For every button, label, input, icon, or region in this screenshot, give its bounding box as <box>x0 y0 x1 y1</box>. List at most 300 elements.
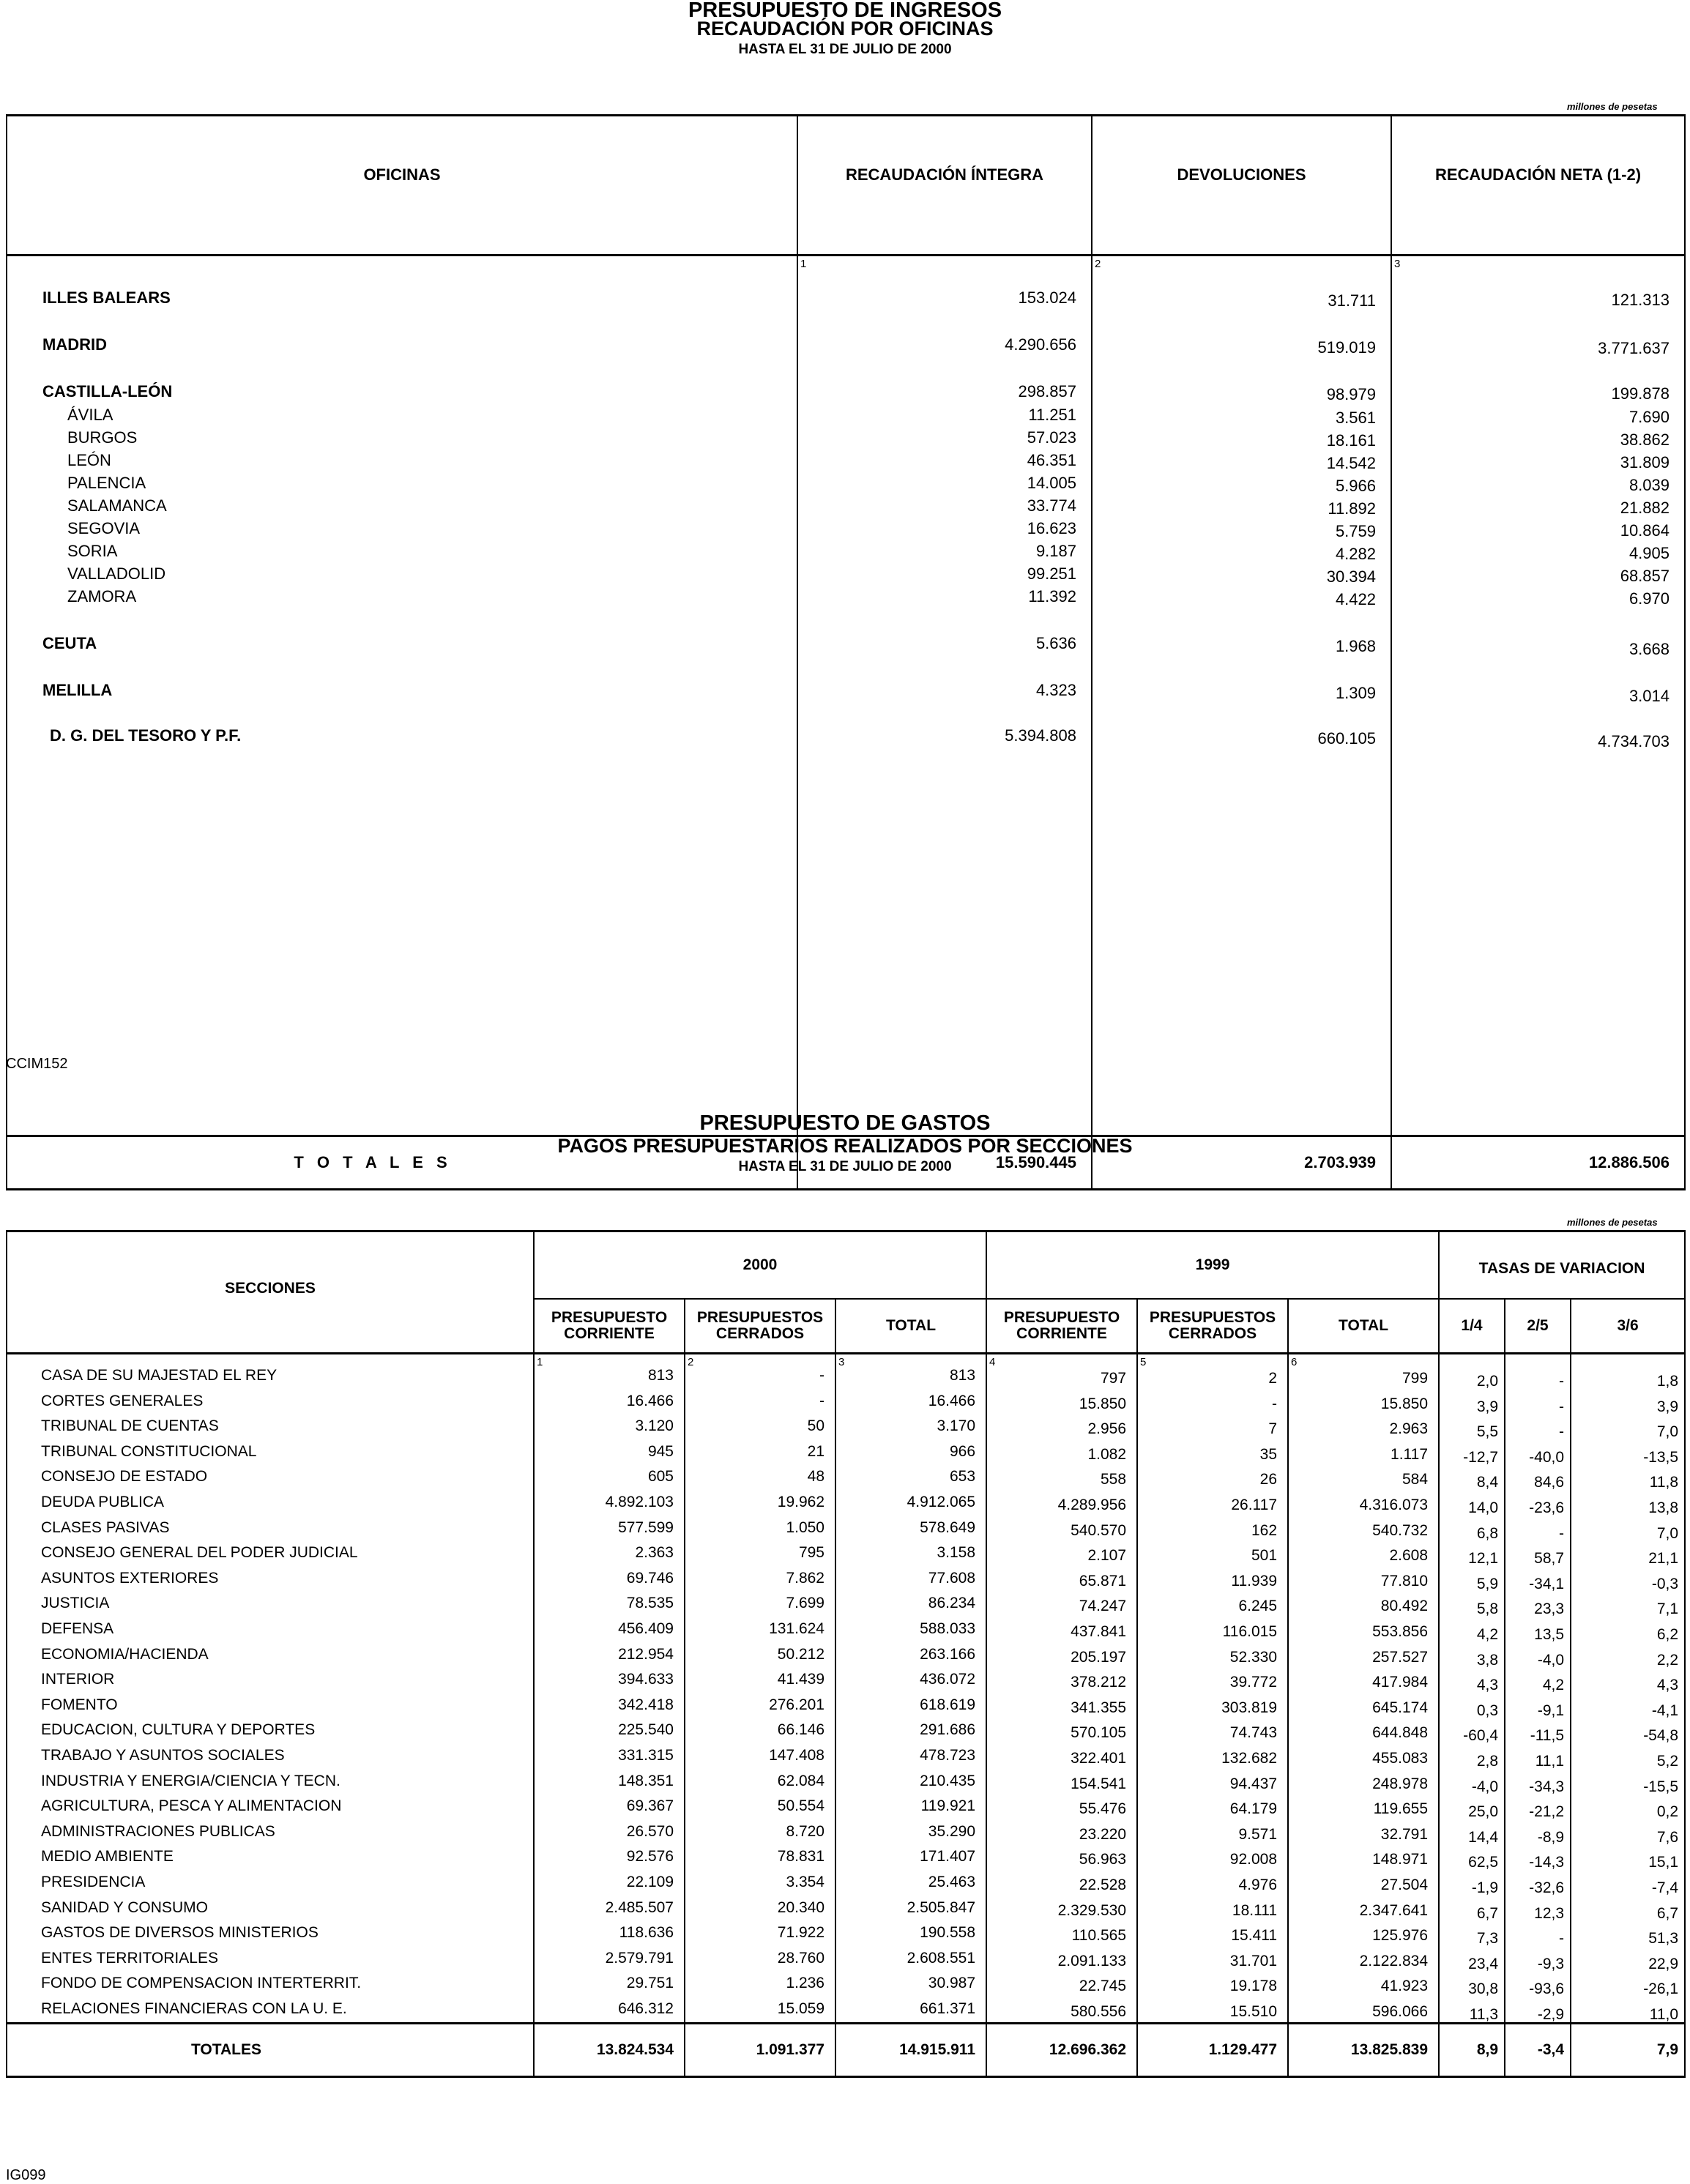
seccion-name: ADMINISTRACIONES PUBLICAS <box>41 1822 275 1840</box>
var-3-6-value: 11,0 <box>1649 2006 1679 2023</box>
pc-1999-value: 1.082 <box>1087 1445 1127 1463</box>
seccion-name: INTERIOR <box>41 1671 115 1688</box>
header-tasas: TASAS DE VARIACION <box>1439 1231 1685 1300</box>
column-pc-1999 <box>986 1354 1137 2024</box>
oficina-name: LEÓN <box>67 451 111 469</box>
total-2000-value: 2.608.551 <box>907 1949 976 1967</box>
total-pc-1999: 12.696.362 <box>986 2024 1137 2077</box>
var-2-5-value: -2,9 <box>1537 2006 1565 2023</box>
var-1-4-value: 8,4 <box>1476 1474 1499 1491</box>
pce-1999-value: 9.571 <box>1238 1825 1278 1843</box>
total-1999-value: 125.976 <box>1372 1927 1429 1945</box>
pce-2000-value: - <box>819 1367 824 1384</box>
column-var-3-6 <box>1571 1354 1685 2024</box>
oficina-name: SORIA <box>67 542 118 560</box>
oficina-neta-value: 199.878 <box>1611 384 1669 403</box>
header-year-2000: 2000 <box>534 1231 986 1300</box>
oficina-devol-value: 5.759 <box>1335 522 1376 540</box>
oficina-devol-value: 519.019 <box>1317 338 1376 357</box>
oficinas-column <box>7 256 797 1136</box>
header-recaudacion-integra: RECAUDACIÓN ÍNTEGRA <box>797 116 1092 256</box>
pce-1999-value: 116.015 <box>1222 1623 1278 1640</box>
total-1999-value: 77.810 <box>1380 1572 1429 1589</box>
total-1999-value: 27.504 <box>1380 1876 1429 1893</box>
var-3-6-value: 22,9 <box>1648 1955 1679 1972</box>
pc-2000-value: 577.599 <box>618 1518 674 1536</box>
var-2-5-value: -23,6 <box>1529 1499 1565 1516</box>
header-year-1999: 1999 <box>986 1231 1439 1300</box>
pc-1999-value: 15.850 <box>1079 1395 1127 1412</box>
var-3-6-value: 1,8 <box>1656 1373 1679 1390</box>
gastos-table <box>6 1230 1686 2078</box>
oficina-name: ÁVILA <box>67 406 113 424</box>
total-2000-value: 210.435 <box>920 1772 976 1789</box>
var-3-6-value: -4,1 <box>1651 1702 1679 1719</box>
header-devoluciones: DEVOLUCIONES <box>1092 116 1391 256</box>
var-2-5-value: - <box>1559 1423 1565 1441</box>
gastos-code: IG099 <box>6 2167 46 2183</box>
seccion-name: ENTES TERRITORIALES <box>41 1949 218 1967</box>
pc-2000-value: 92.576 <box>626 1848 674 1866</box>
pce-1999-value: 2 <box>1268 1370 1278 1387</box>
oficina-devol-value: 11.892 <box>1328 499 1376 518</box>
total-1999-value: 15.850 <box>1380 1395 1429 1412</box>
pc-1999-value: 437.841 <box>1071 1623 1127 1640</box>
oficina-neta-value: 21.882 <box>1620 499 1669 517</box>
oficina-neta-value: 7.690 <box>1628 408 1669 426</box>
column-number: 6 <box>1291 1356 1298 1368</box>
oficina-integra-value: 11.392 <box>1028 587 1076 605</box>
total-1999-value: 645.174 <box>1372 1699 1429 1716</box>
pce-2000-value: 50.554 <box>777 1797 824 1815</box>
pc-2000-value: 26.570 <box>626 1822 674 1840</box>
oficina-devol-value: 18.161 <box>1326 431 1376 450</box>
gastos-body <box>7 1354 1685 2024</box>
pc-1999-value: 205.197 <box>1071 1648 1127 1666</box>
oficina-devol-value: 1.309 <box>1335 684 1376 702</box>
pce-2000-value: 71.922 <box>777 1924 824 1942</box>
var-2-5-value: -32,6 <box>1529 1879 1565 1896</box>
oficina-integra-value: 153.024 <box>1018 288 1076 307</box>
var-2-5-value: 13,5 <box>1534 1626 1565 1643</box>
oficina-devol-value: 4.422 <box>1335 590 1376 608</box>
var-3-6-value: -7,4 <box>1651 1879 1679 1896</box>
pc-1999-value: 378.212 <box>1071 1674 1127 1691</box>
oficina-integra-value: 46.351 <box>1027 451 1076 469</box>
gastos-totals-row <box>7 2024 1685 2077</box>
pc-1999-value: 65.871 <box>1079 1572 1127 1589</box>
total-1999-value: 584 <box>1401 1471 1429 1488</box>
pce-2000-value: 41.439 <box>777 1671 824 1688</box>
pc-1999-value: 2.956 <box>1087 1420 1127 1438</box>
oficina-devol-value: 14.542 <box>1326 454 1376 472</box>
total-pc-2000: 13.824.534 <box>534 2024 685 2077</box>
var-1-4-value: -12,7 <box>1463 1448 1499 1466</box>
total-var-1-4: 8,9 <box>1439 2024 1505 2077</box>
oficina-integra-value: 33.774 <box>1027 496 1076 515</box>
total-2000-value: 77.608 <box>928 1569 976 1587</box>
pce-2000-value: 15.059 <box>777 2000 824 2017</box>
pc-2000-value: 605 <box>647 1468 674 1486</box>
pce-1999-value: 7 <box>1268 1420 1278 1438</box>
var-3-6-value: 51,3 <box>1648 1930 1679 1948</box>
total-1999-value: 248.978 <box>1372 1775 1429 1792</box>
header-secciones: SECCIONES <box>7 1231 534 1354</box>
var-1-4-value: 4,3 <box>1476 1677 1499 1694</box>
pce-1999-value: 19.178 <box>1229 1978 1278 1995</box>
pce-2000-value: 3.354 <box>786 1874 824 1890</box>
total-neta: 12.886.506 <box>1391 1136 1685 1190</box>
pc-1999-value: 23.220 <box>1079 1825 1127 1843</box>
var-2-5-value: 4,2 <box>1542 1677 1565 1694</box>
oficina-integra-value: 4.323 <box>1035 681 1076 699</box>
neta-column <box>1391 256 1685 1136</box>
var-3-6-value: 7,0 <box>1656 1524 1679 1542</box>
total-2000-value: 30.987 <box>928 1975 976 1992</box>
pc-2000-value: 69.367 <box>626 1797 674 1815</box>
oficina-neta-value: 8.039 <box>1628 476 1669 494</box>
oficina-neta-value: 3.668 <box>1628 640 1669 658</box>
total-2000-value: 119.921 <box>920 1797 976 1815</box>
total-2000-value: 3.158 <box>937 1544 976 1562</box>
var-1-4-value: 23,4 <box>1468 1955 1499 1972</box>
pce-1999-value: 4.976 <box>1238 1876 1278 1893</box>
column-pce-2000 <box>685 1354 835 2024</box>
pce-2000-value: 50 <box>807 1417 824 1435</box>
var-3-6-value: 6,7 <box>1656 1904 1679 1922</box>
pc-2000-value: 118.636 <box>619 1924 674 1942</box>
column-total-1999 <box>1288 1354 1439 2024</box>
total-1999-value: 32.791 <box>1380 1825 1429 1843</box>
pce-2000-value: 28.760 <box>777 1949 824 1967</box>
pce-2000-value: 21 <box>807 1442 824 1460</box>
oficina-neta-value: 10.864 <box>1620 521 1669 540</box>
pc-1999-value: 2.107 <box>1087 1547 1127 1565</box>
pce-1999-value: 132.682 <box>1221 1750 1278 1767</box>
total-var-2-5: -3,4 <box>1505 2024 1571 2077</box>
var-1-4-value: 0,3 <box>1476 1702 1499 1719</box>
ingresos-date: HASTA EL 31 DE JULIO DE 2000 <box>738 42 952 57</box>
total-2000-value: 661.371 <box>920 2000 976 2017</box>
var-3-6-value: 7,0 <box>1656 1423 1679 1441</box>
total-1999-value: 2.347.641 <box>1359 1901 1429 1919</box>
pce-2000-value: 62.084 <box>777 1772 824 1789</box>
pce-1999-value: 162 <box>1251 1521 1278 1539</box>
oficina-neta-value: 121.313 <box>1611 291 1669 309</box>
var-2-5-value: 23,3 <box>1534 1600 1565 1618</box>
pc-2000-value: 342.418 <box>618 1696 674 1713</box>
var-2-5-value: - <box>1559 1930 1565 1948</box>
pc-1999-value: 341.355 <box>1071 1699 1127 1716</box>
var-1-4-value: 12,1 <box>1468 1550 1499 1568</box>
var-2-5-value: -9,3 <box>1537 1955 1565 1972</box>
var-1-4-value: 14,4 <box>1468 1828 1499 1846</box>
var-2-5-value: -34,3 <box>1529 1778 1565 1795</box>
oficina-neta-value: 31.809 <box>1620 453 1669 472</box>
pc-1999-value: 154.541 <box>1071 1775 1127 1792</box>
column-number: 2 <box>688 1356 694 1368</box>
column-number: 3 <box>838 1356 845 1368</box>
oficina-name: PALENCIA <box>67 474 146 492</box>
var-2-5-value: -93,6 <box>1529 1980 1565 1998</box>
pc-2000-value: 22.109 <box>626 1874 674 1890</box>
oficina-name: VALLADOLID <box>67 564 166 583</box>
pc-1999-value: 797 <box>1100 1370 1127 1387</box>
oficina-name: MADRID <box>42 335 107 354</box>
var-1-4-value: 6,8 <box>1476 1524 1499 1542</box>
pce-1999-value: 6.245 <box>1238 1598 1278 1615</box>
pc-1999-value: 4.289.956 <box>1057 1497 1127 1513</box>
pc-2000-value: 3.120 <box>635 1417 674 1435</box>
var-3-6-value: 15,1 <box>1648 1854 1679 1871</box>
var-1-4-value: 5,9 <box>1476 1575 1499 1592</box>
var-3-6-value: -26,1 <box>1643 1980 1679 1998</box>
pce-1999-value: 31.701 <box>1229 1952 1278 1969</box>
pce-2000-value: 48 <box>807 1468 824 1486</box>
total-2000-value: 813 <box>949 1367 976 1384</box>
header-oficinas: OFICINAS <box>7 116 797 256</box>
seccion-name: MEDIO AMBIENTE <box>41 1848 174 1866</box>
pce-2000-value: 147.408 <box>769 1747 824 1764</box>
ingresos-code: CCIM152 <box>6 1056 68 1072</box>
var-1-4-value: -60,4 <box>1463 1727 1499 1745</box>
column-seccion-name <box>7 1354 534 2024</box>
column-number: 3 <box>1394 258 1401 270</box>
pce-2000-value: 66.146 <box>777 1721 824 1739</box>
column-pce-1999 <box>1137 1354 1288 2024</box>
total-2000-value: 478.723 <box>920 1747 976 1764</box>
total-1999-value: 2.608 <box>1389 1547 1429 1565</box>
var-2-5-value: 58,7 <box>1534 1550 1565 1568</box>
oficina-name: D. G. DEL TESORO Y P.F. <box>50 726 242 745</box>
var-2-5-value: - <box>1559 1524 1565 1542</box>
var-1-4-value: -4,0 <box>1471 1778 1499 1795</box>
seccion-name: PRESIDENCIA <box>41 1874 146 1890</box>
ingresos-table <box>6 114 1686 1190</box>
seccion-name: GASTOS DE DIVERSOS MINISTERIOS <box>41 1924 319 1942</box>
oficina-integra-value: 14.005 <box>1027 474 1076 492</box>
oficina-name: SALAMANCA <box>67 496 167 515</box>
pc-1999-value: 558 <box>1100 1471 1127 1488</box>
pce-1999-value: 39.772 <box>1229 1674 1278 1691</box>
pce-1999-value: 52.330 <box>1229 1648 1278 1666</box>
var-2-5-value: 84,6 <box>1534 1474 1565 1491</box>
column-number: 1 <box>800 258 807 270</box>
seccion-name: INDUSTRIA Y ENERGIA/CIENCIA Y TECN. <box>41 1772 340 1789</box>
oficina-name: CASTILLA-LEÓN <box>42 382 173 400</box>
var-2-5-value: -8,9 <box>1537 1828 1565 1846</box>
header-pc-1999: PRESUPUESTO CORRIENTE <box>986 1299 1137 1354</box>
var-2-5-value: -4,0 <box>1537 1651 1565 1669</box>
pce-1999-value: 92.008 <box>1229 1851 1278 1868</box>
pce-1999-value: 501 <box>1251 1547 1278 1565</box>
var-1-4-value: 3,8 <box>1476 1651 1499 1669</box>
seccion-name: TRIBUNAL DE CUENTAS <box>41 1417 219 1435</box>
pc-1999-value: 22.528 <box>1079 1876 1127 1893</box>
pc-2000-value: 456.409 <box>618 1620 674 1637</box>
pce-1999-value: 26.117 <box>1231 1497 1278 1513</box>
total-1999-value: 2.122.834 <box>1359 1952 1429 1969</box>
header-pce-2000: PRESUPUESTOS CERRADOS <box>685 1299 835 1354</box>
seccion-name: TRABAJO Y ASUNTOS SOCIALES <box>41 1747 285 1764</box>
total-1999-value: 119.655 <box>1373 1800 1429 1818</box>
pc-1999-value: 580.556 <box>1071 2003 1127 2020</box>
var-1-4-value: 7,3 <box>1476 1930 1499 1948</box>
total-2000-value: 190.558 <box>920 1924 976 1942</box>
gastos-date: HASTA EL 31 DE JULIO DE 2000 <box>738 1159 952 1174</box>
pc-2000-value: 394.633 <box>618 1671 674 1688</box>
seccion-name: AGRICULTURA, PESCA Y ALIMENTACION <box>41 1797 342 1815</box>
total-1999-value: 41.923 <box>1380 1978 1429 1995</box>
total-1999-value: 257.527 <box>1372 1648 1429 1666</box>
oficina-devol-value: 1.968 <box>1335 637 1376 655</box>
oficina-integra-value: 5.394.808 <box>1005 726 1076 745</box>
seccion-name: EDUCACION, CULTURA Y DEPORTES <box>41 1721 316 1739</box>
column-var-2-5 <box>1505 1354 1571 2024</box>
total-2000-value: 25.463 <box>928 1874 976 1890</box>
devoluciones-column <box>1092 256 1391 1136</box>
oficina-neta-value: 4.905 <box>1628 544 1669 562</box>
pc-2000-value: 69.746 <box>626 1569 674 1587</box>
var-2-5-value: - <box>1559 1373 1565 1390</box>
oficina-neta-value: 38.862 <box>1620 431 1669 449</box>
seccion-name: RELACIONES FINANCIERAS CON LA U. E. <box>41 2000 347 2017</box>
oficina-neta-value: 6.970 <box>1628 589 1669 608</box>
var-1-4-value: 5,5 <box>1476 1423 1499 1441</box>
var-1-4-value: 30,8 <box>1468 1980 1499 1998</box>
var-2-5-value: -21,2 <box>1529 1803 1565 1821</box>
pc-1999-value: 2.091.133 <box>1057 1952 1127 1969</box>
pce-2000-value: 795 <box>798 1544 824 1562</box>
seccion-name: DEUDA PUBLICA <box>41 1494 165 1510</box>
pce-1999-value: 15.411 <box>1231 1927 1278 1945</box>
header-pc-2000: PRESUPUESTO CORRIENTE <box>534 1299 685 1354</box>
oficina-name: ZAMORA <box>67 587 137 605</box>
pc-1999-value: 540.570 <box>1071 1521 1127 1539</box>
oficina-neta-value: 4.734.703 <box>1598 732 1669 750</box>
pc-1999-value: 74.247 <box>1079 1598 1127 1615</box>
oficina-integra-value: 298.857 <box>1018 382 1076 400</box>
oficina-integra-value: 5.636 <box>1035 634 1076 652</box>
oficina-integra-value: 16.623 <box>1027 519 1076 537</box>
integra-column <box>797 256 1092 1136</box>
total-1999-value: 799 <box>1401 1370 1429 1387</box>
column-number: 2 <box>1095 258 1101 270</box>
total-2000-value: 35.290 <box>928 1822 976 1840</box>
total-1999-value: 553.856 <box>1372 1623 1429 1640</box>
pce-1999-value: 303.819 <box>1221 1699 1278 1716</box>
oficina-name: BURGOS <box>67 428 138 447</box>
var-1-4-value: 3,9 <box>1476 1398 1499 1415</box>
pc-1999-value: 56.963 <box>1079 1851 1127 1868</box>
column-number: 4 <box>989 1356 996 1368</box>
var-2-5-value: 12,3 <box>1534 1904 1565 1922</box>
seccion-name: ASUNTOS EXTERIORES <box>41 1569 219 1587</box>
oficina-devol-value: 98.979 <box>1326 385 1376 403</box>
pc-2000-value: 813 <box>647 1367 674 1384</box>
pc-2000-value: 148.351 <box>618 1772 674 1789</box>
pc-2000-value: 78.535 <box>626 1595 674 1612</box>
ingresos-subtitle: RECAUDACIÓN POR OFICINAS <box>696 18 994 40</box>
total-2000-value: 263.166 <box>920 1645 976 1663</box>
total-2000-value: 966 <box>949 1442 976 1460</box>
var-3-6-value: -15,5 <box>1643 1778 1679 1795</box>
oficina-devol-value: 31.711 <box>1328 291 1376 310</box>
var-1-4-value: 4,2 <box>1476 1626 1499 1643</box>
seccion-name: ECONOMIA/HACIENDA <box>41 1645 209 1663</box>
var-3-6-value: 4,3 <box>1656 1677 1679 1694</box>
total-2000-value: 436.072 <box>920 1671 976 1688</box>
var-2-5-value: -14,3 <box>1529 1854 1565 1871</box>
column-var-1-4 <box>1439 1354 1505 2024</box>
var-3-6-value: 21,1 <box>1648 1550 1679 1568</box>
seccion-name: SANIDAD Y CONSUMO <box>41 1898 208 1916</box>
pce-2000-value: - <box>819 1392 824 1409</box>
total-2000-value: 3.170 <box>937 1417 976 1435</box>
pce-2000-value: 276.201 <box>769 1696 824 1713</box>
header-var-3-6: 3/6 <box>1571 1299 1685 1354</box>
pce-2000-value: 1.050 <box>786 1518 824 1536</box>
pce-2000-value: 50.212 <box>777 1645 824 1663</box>
pc-1999-value: 322.401 <box>1071 1750 1127 1767</box>
var-3-6-value: 5,2 <box>1656 1753 1679 1770</box>
var-3-6-value: 7,1 <box>1656 1600 1679 1618</box>
pce-2000-value: 8.720 <box>786 1822 824 1840</box>
pce-1999-value: 15.510 <box>1229 2003 1278 2020</box>
header-pce-1999: PRESUPUESTOS CERRADOS <box>1137 1299 1288 1354</box>
pc-2000-value: 2.363 <box>635 1544 674 1562</box>
pc-2000-value: 212.954 <box>618 1645 674 1663</box>
pc-1999-value: 110.565 <box>1071 1927 1127 1945</box>
pce-2000-value: 7.699 <box>786 1595 824 1612</box>
var-1-4-value: 5,8 <box>1476 1600 1499 1618</box>
total-2000-value: 618.619 <box>920 1696 976 1713</box>
pc-2000-value: 2.485.507 <box>605 1898 674 1916</box>
var-3-6-value: 7,6 <box>1656 1828 1679 1846</box>
total-1999-value: 540.732 <box>1372 1521 1429 1539</box>
pc-2000-value: 945 <box>647 1442 674 1460</box>
oficina-name: CEUTA <box>42 634 97 652</box>
seccion-name: CASA DE SU MAJESTAD EL REY <box>41 1367 278 1384</box>
total-1999-value: 4.316.073 <box>1359 1497 1429 1513</box>
total-devoluciones: 2.703.939 <box>1092 1136 1391 1190</box>
pc-1999-value: 55.476 <box>1079 1800 1127 1818</box>
pce-1999-value: 94.437 <box>1229 1775 1278 1792</box>
oficina-neta-value: 68.857 <box>1620 567 1669 585</box>
pce-2000-value: 78.831 <box>777 1848 824 1866</box>
seccion-name: CLASES PASIVAS <box>41 1518 170 1536</box>
seccion-name: CONSEJO DE ESTADO <box>41 1468 208 1486</box>
ingresos-unit: millones de pesetas <box>1567 101 1658 112</box>
total-total-1999: 13.825.839 <box>1288 2024 1439 2077</box>
column-number: 1 <box>537 1356 543 1368</box>
pc-2000-value: 225.540 <box>618 1721 674 1739</box>
pce-2000-value: 7.862 <box>786 1569 824 1587</box>
header-recaudacion-neta: RECAUDACIÓN NETA (1-2) <box>1391 116 1685 256</box>
oficina-integra-value: 4.290.656 <box>1005 335 1076 354</box>
total-2000-value: 653 <box>949 1468 976 1486</box>
total-total-2000: 14.915.911 <box>835 2024 986 2077</box>
ingresos-title: PRESUPUESTO DE INGRESOS <box>688 0 1002 22</box>
oficina-integra-value: 11.251 <box>1028 406 1076 424</box>
header-total-2000: TOTAL <box>835 1299 986 1354</box>
pce-1999-value: 18.111 <box>1232 1901 1278 1919</box>
total-1999-value: 2.963 <box>1389 1420 1429 1438</box>
total-1999-value: 417.984 <box>1372 1674 1429 1691</box>
pc-2000-value: 646.312 <box>618 2000 674 2017</box>
seccion-name: CONSEJO GENERAL DEL PODER JUDICIAL <box>41 1544 358 1562</box>
oficina-devol-value: 5.966 <box>1335 477 1376 495</box>
